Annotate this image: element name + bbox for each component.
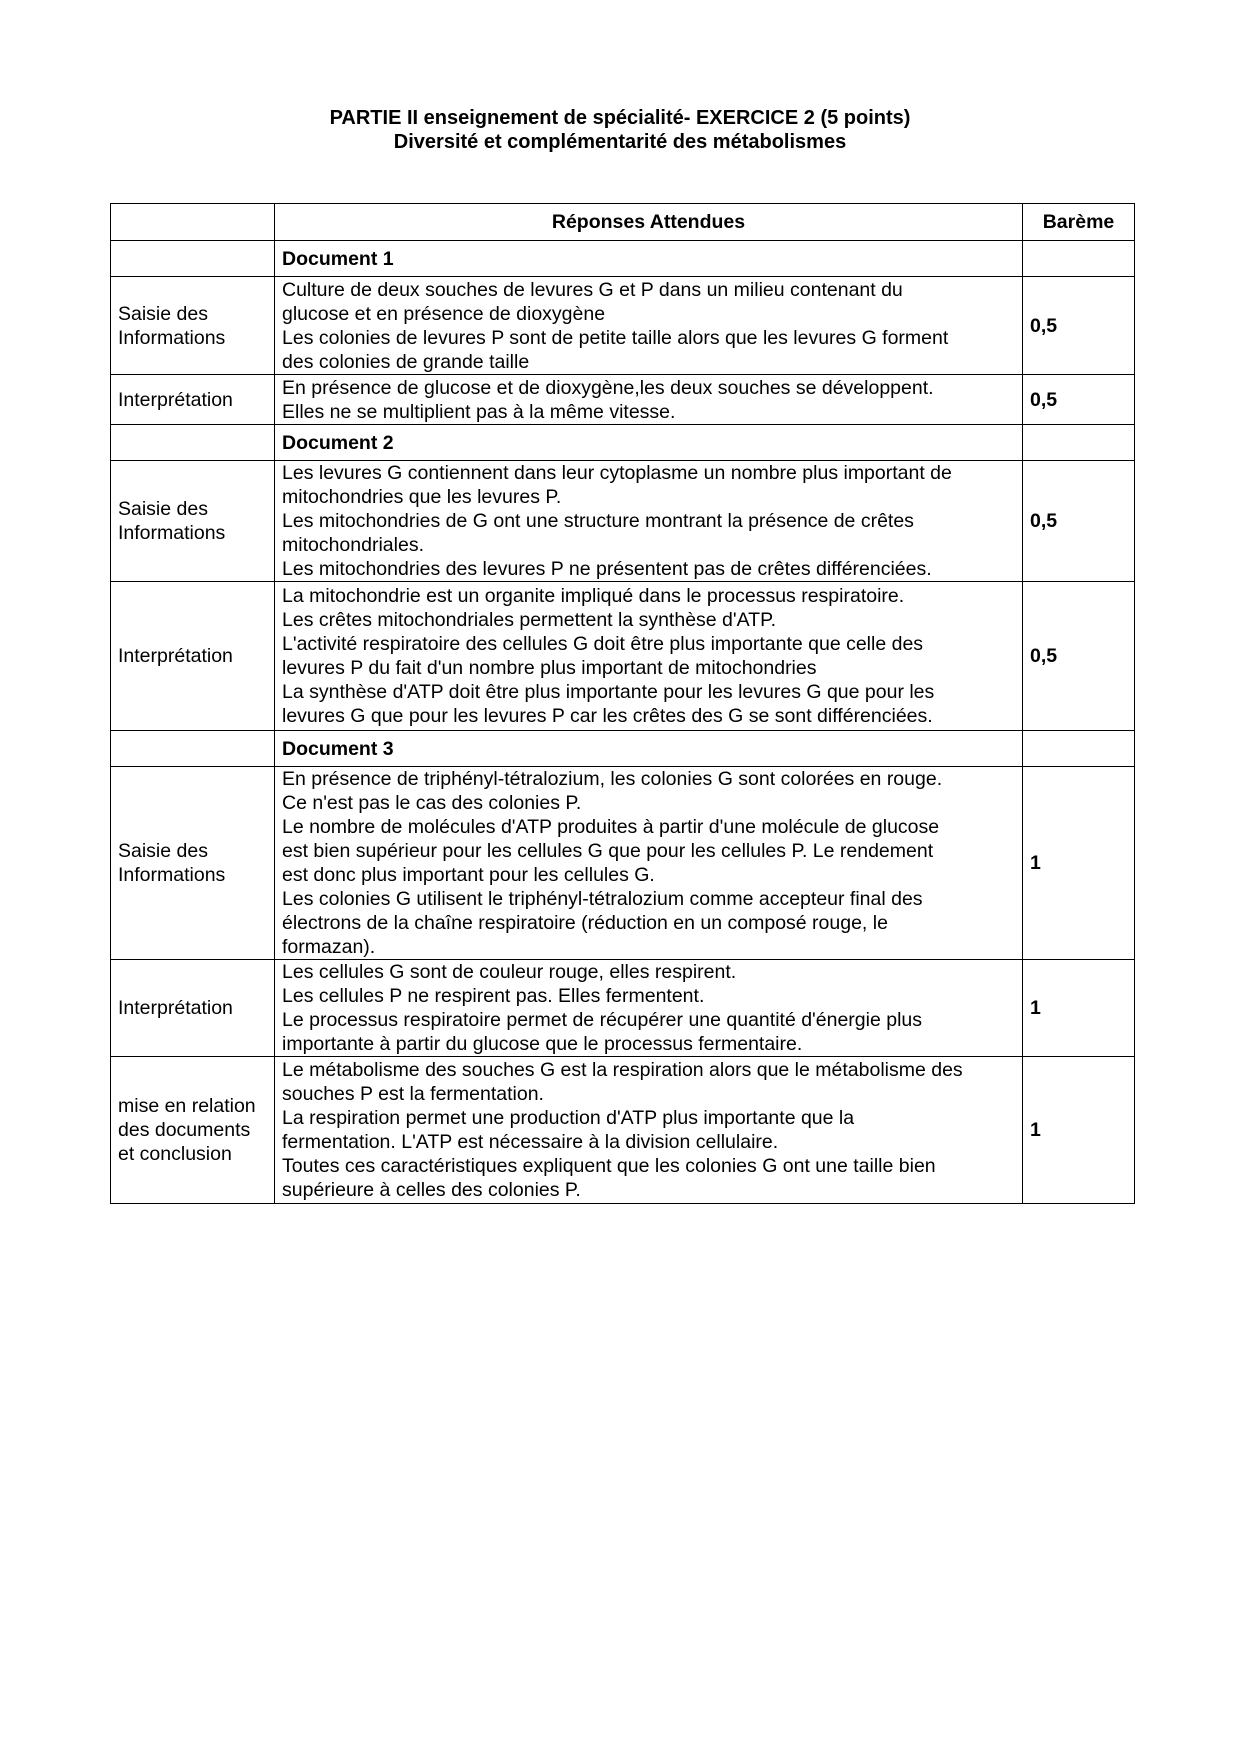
score-value: 1 — [1023, 767, 1135, 960]
table-header-row — [111, 204, 1135, 241]
header-answers: Réponses Attendues — [275, 204, 1023, 241]
answer-line: Les cellules P ne respirent pas. Elles fermentent. — [282, 985, 705, 1007]
answer-cell — [275, 582, 1023, 731]
answers-table-body — [111, 204, 1135, 1204]
answer-line: fermentation. L'ATP est nécessaire à la division cellulaire. — [282, 1131, 779, 1153]
answer-cell — [275, 960, 1023, 1057]
row-label-line: et conclusion — [118, 1143, 232, 1165]
answer-line: Les colonies de levures P sont de petite taille alors que les levures G forment — [282, 326, 949, 349]
table-row — [111, 461, 1135, 582]
answer-line: Les crêtes mitochondriales permettent la synthèse d'ATP. — [282, 609, 777, 631]
answer-line: Les cellules G sont de couleur rouge, elles respirent. — [282, 961, 737, 983]
document-header-row — [111, 731, 1135, 767]
row-label-line: des documents — [118, 1119, 251, 1141]
answer-line: est donc plus important pour les cellules G. — [282, 864, 655, 886]
answer-line: des colonies de grande taille — [282, 350, 530, 373]
answer-line: La mitochondrie est un organite impliqué dans le processus respiratoire. — [282, 585, 905, 607]
row-label-line: Interprétation — [118, 388, 233, 411]
row-label — [111, 1057, 275, 1204]
answer-cell — [275, 461, 1023, 582]
document-empty-cell — [111, 425, 275, 461]
answer-line: formazan). — [282, 936, 376, 958]
row-label-line: Interprétation — [118, 997, 233, 1019]
page-title — [0, 106, 1240, 154]
table-row — [111, 582, 1135, 731]
answer-line: importante à partir du glucose que le processus fermentaire. — [282, 1033, 803, 1055]
row-label-line: mise en relation — [118, 1095, 256, 1117]
score-value: 0,5 — [1023, 582, 1135, 731]
answers-table — [110, 203, 1135, 1204]
answer-line: Culture de deux souches de levures G et P dans un milieu contenant du — [282, 278, 903, 301]
row-label-line: Saisie des — [118, 302, 208, 325]
score-value: 1 — [1023, 1057, 1135, 1204]
table-row — [111, 767, 1135, 960]
row-label-line: Informations — [118, 864, 226, 886]
document-empty-score-cell — [1023, 731, 1135, 767]
row-label-line: Saisie des — [118, 840, 208, 862]
title-line-1: PARTIE II enseignement de spécialité- EXERCICE 2 (5 points) — [329, 107, 911, 129]
answer-line: mitochondries que les levures P. — [282, 486, 562, 508]
answer-line: En présence de triphényl-tétralozium, les colonies G sont colorées en rouge. — [282, 768, 943, 790]
table-row — [111, 1057, 1135, 1204]
answer-line: levures G que pour les levures P car les crêtes des G se sont différenciées. — [282, 705, 933, 727]
row-label — [111, 960, 275, 1057]
document-header-row — [111, 425, 1135, 461]
answer-line: Ce n'est pas le cas des colonies P. — [282, 792, 582, 814]
answer-line: levures P du fait d'un nombre plus important de mitochondries — [282, 657, 817, 679]
row-label-line: Saisie des — [118, 498, 208, 520]
row-label-line: Informations — [118, 326, 226, 349]
score-value: 0,5 — [1023, 277, 1135, 375]
answer-line: mitochondriales. — [282, 534, 424, 556]
answer-cell — [275, 277, 1023, 375]
document-empty-score-cell — [1023, 425, 1135, 461]
row-label — [111, 582, 275, 731]
answer-line: Les mitochondries des levures P ne présentent pas de crêtes différenciées. — [282, 558, 932, 580]
document-empty-cell — [111, 241, 275, 277]
document-title: Document 1 — [275, 241, 1023, 277]
answer-line: Elles ne se multiplient pas à la même vitesse. — [282, 400, 676, 423]
header-score: Barème — [1023, 204, 1135, 241]
answer-line: Les mitochondries de G ont une structure montrant la présence de crêtes — [282, 510, 914, 532]
document-empty-score-cell — [1023, 241, 1135, 277]
answer-line: Le nombre de molécules d'ATP produites à partir d'une molécule de glucose — [282, 816, 940, 838]
answer-line: L'activité respiratoire des cellules G doit être plus importante que celle des — [282, 633, 924, 655]
answer-line: supérieure à celles des colonies P. — [282, 1179, 581, 1201]
answer-line: Les colonies G utilisent le triphényl-tétralozium comme accepteur final des — [282, 888, 923, 910]
table-row — [111, 277, 1135, 375]
answer-line: Le processus respiratoire permet de récupérer une quantité d'énergie plus — [282, 1009, 923, 1031]
row-label — [111, 375, 275, 425]
document-title: Document 2 — [275, 425, 1023, 461]
row-label — [111, 461, 275, 582]
answer-cell — [275, 1057, 1023, 1204]
row-label — [111, 277, 275, 375]
answer-line: est bien supérieur pour les cellules G que pour les cellules P. Le rendement — [282, 840, 934, 862]
answer-line: En présence de glucose et de dioxygène,les deux souches se développent. — [282, 376, 934, 399]
answer-line: souches P est la fermentation. — [282, 1083, 544, 1105]
answer-line: La synthèse d'ATP doit être plus importante pour les levures G que pour les — [282, 681, 935, 703]
title-line-2: Diversité et complémentarité des métabolismes — [393, 131, 847, 153]
document-title: Document 3 — [275, 731, 1023, 767]
answer-cell — [275, 375, 1023, 425]
row-label — [111, 767, 275, 960]
table-row — [111, 375, 1135, 425]
answer-line: La respiration permet une production d'ATP plus importante que la — [282, 1107, 855, 1129]
table-row — [111, 960, 1135, 1057]
row-label-line: Informations — [118, 522, 226, 544]
score-value: 0,5 — [1023, 375, 1135, 425]
answer-line: électrons de la chaîne respiratoire (réduction en un composé rouge, le — [282, 912, 888, 934]
answer-line: glucose et en présence de dioxygène — [282, 302, 606, 325]
header-empty-cell — [111, 204, 275, 241]
row-label-line: Interprétation — [118, 645, 233, 667]
answer-line: Les levures G contiennent dans leur cytoplasme un nombre plus important de — [282, 462, 952, 484]
document-header-row — [111, 241, 1135, 277]
score-value: 0,5 — [1023, 461, 1135, 582]
answer-cell — [275, 767, 1023, 960]
score-value: 1 — [1023, 960, 1135, 1057]
answer-line: Toutes ces caractéristiques expliquent que les colonies G ont une taille bien — [282, 1155, 936, 1177]
answer-line: Le métabolisme des souches G est la respiration alors que le métabolisme des — [282, 1059, 963, 1081]
document-empty-cell — [111, 731, 275, 767]
